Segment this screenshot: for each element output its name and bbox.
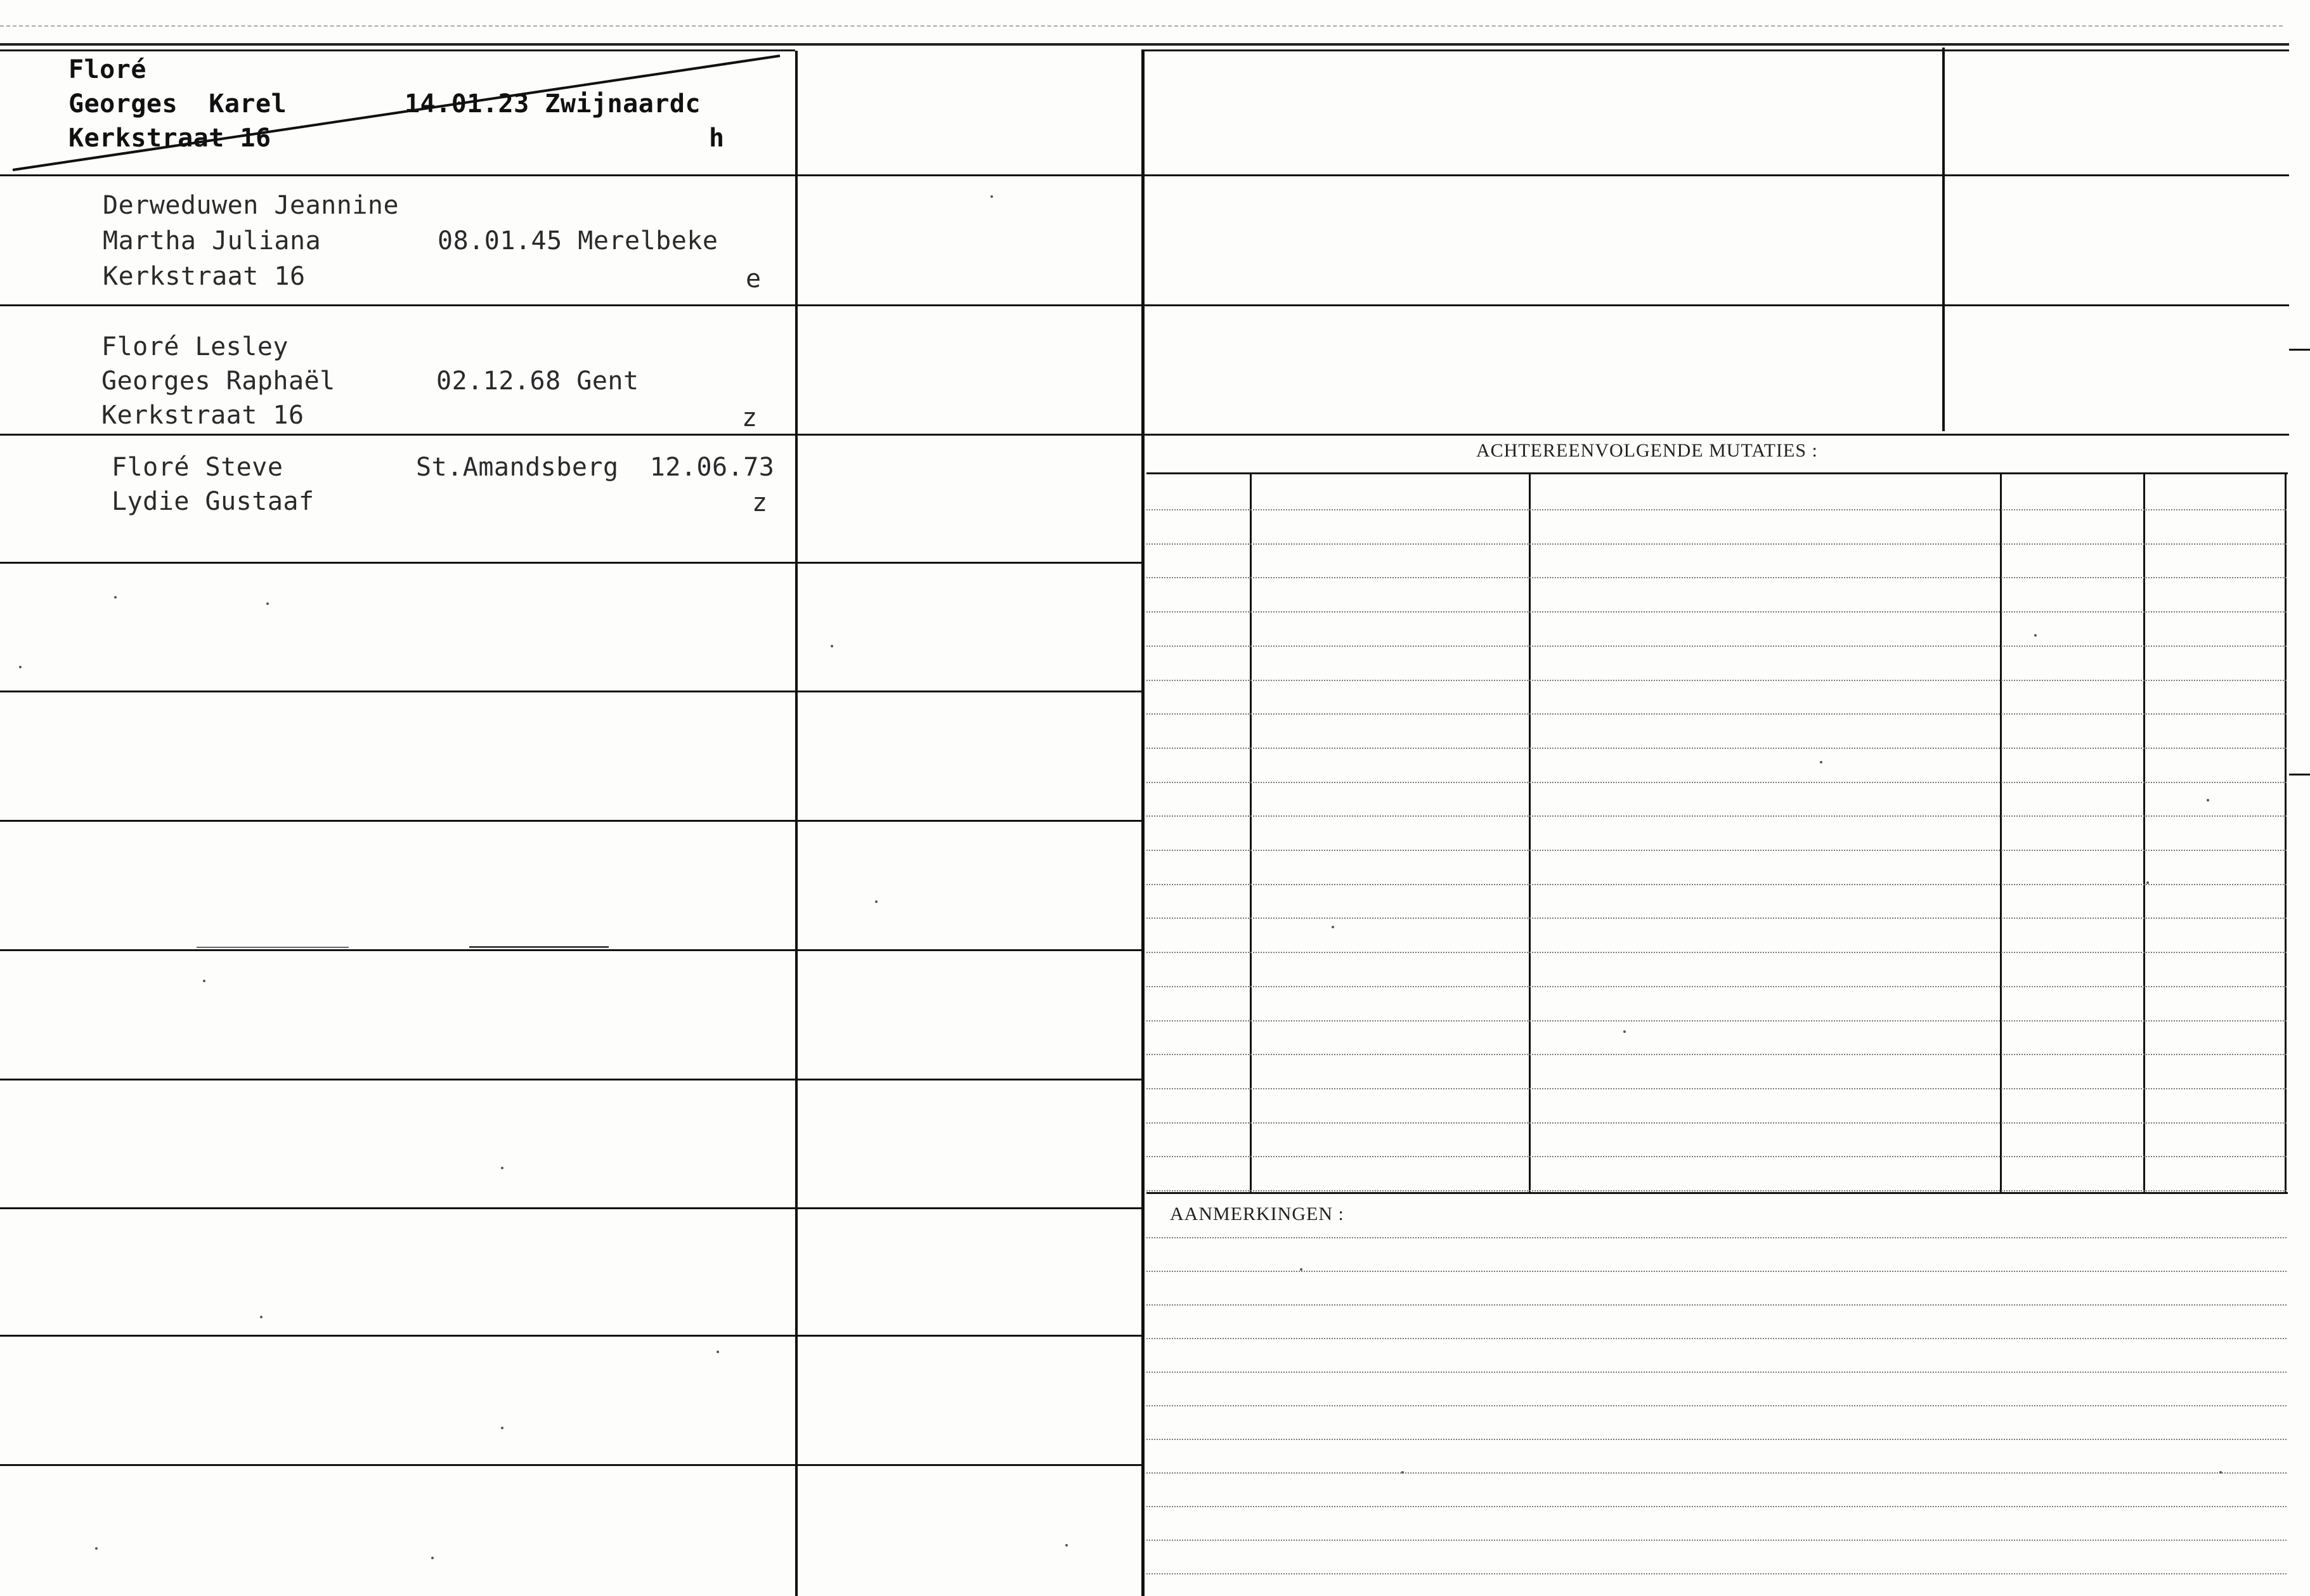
right-top-divider [1942,48,1945,431]
row-line [0,1207,1141,1209]
ruled-line [1146,1405,2287,1406]
ruled-line [1146,1122,2287,1124]
ruled-line [1146,986,2287,987]
ruled-line [1146,1190,2287,1191]
scan-speck [266,602,269,605]
record-row-4 [0,436,795,561]
mutaties-col-line [1250,474,1252,1193]
row-line [0,1079,1141,1080]
record-code: e [746,264,762,294]
top-edge-noise [0,25,2283,27]
ruled-line [1146,1439,2287,1440]
ruled-line [1146,884,2287,885]
record-birth: 08.01.45 Merelbeke [438,226,718,256]
record-given-names: Georges Raphaël [101,367,335,396]
ruled-line [1146,1156,2287,1157]
ruled-line [1146,748,2287,749]
left-divider-1 [795,51,798,1596]
strike-through-line [0,51,795,174]
mutaties-bottom-line [1146,1192,2288,1194]
mutaties-heading: ACHTEREENVOLGENDE MUTATIES : [1476,440,1818,461]
row-line [0,1464,1141,1466]
scan-speck [1065,1544,1068,1547]
record-name: Floré Lesley [101,332,289,361]
scan-speck [990,195,993,198]
mutaties-col-line [2000,474,2002,1193]
faint-mark [469,946,609,948]
ruled-line [1146,1372,2287,1373]
record-address: Kerkstraat 16 [101,401,304,430]
ruled-line [1146,918,2287,919]
scan-speck [1623,1030,1626,1033]
ruled-line [1146,782,2287,783]
record-name: Floré Steve [112,453,283,482]
record-name: Floré [68,55,146,84]
record-given-names: Georges Karel [68,89,287,119]
scan-speck [114,596,117,599]
ruled-line [1146,815,2287,817]
ruled-line [1146,577,2287,578]
record-row-2 [0,176,795,303]
ruled-line [1146,611,2287,613]
mutaties-col-line [2143,474,2145,1193]
ruled-line [1146,1020,2287,1022]
ruled-line [1146,850,2287,851]
scan-speck [501,1427,503,1429]
faint-mark [197,947,349,948]
ruled-line [1146,1304,2287,1306]
record-name: Derweduwen Jeannine [103,191,399,220]
record-given-names: Lydie Gustaaf [112,487,315,516]
record-row-1 [0,51,795,174]
scan-speck [2207,799,2209,801]
record-code: z [742,403,758,432]
scan-speck [95,1547,98,1550]
scan-speck [1332,926,1334,928]
record-code: z [752,488,768,517]
ruled-line [1146,680,2287,681]
ruled-line [1146,1540,2287,1541]
edge-mark [2289,349,2310,351]
scan-speck [1820,761,1822,763]
row-line [0,1335,1141,1337]
record-birth: 14.01.23 Zwijnaardc [405,89,701,119]
scan-speck [1401,1471,1404,1474]
ruled-line [1146,1237,2287,1238]
edge-mark [2289,774,2310,775]
record-code: h [709,124,725,153]
ruled-line [1146,509,2287,510]
aanmerkingen-heading: AANMERKINGEN : [1170,1203,1344,1224]
ruled-line [1146,713,2287,715]
scan-speck [19,666,22,668]
record-birth: St.Amandsberg 12.06.73 [416,453,775,482]
scan-speck [2146,881,2149,884]
row-line [0,562,1141,564]
mutaties-top-line [1146,472,2288,474]
row-line [0,691,1141,692]
ruled-line [1146,1573,2287,1574]
record-address: Kerkstraat 16 [68,124,271,153]
ruled-line [1146,646,2287,647]
scan-speck [2034,634,2037,637]
record-row-3 [0,306,795,433]
top-edge-line [0,43,2289,46]
ruled-line [1146,1088,2287,1089]
scan-speck [831,645,833,647]
ruled-line [1146,1338,2287,1339]
row-line [1141,49,2289,51]
ruled-line [1146,543,2287,545]
mutaties-col-line [2285,474,2287,1193]
ruled-line [1146,1271,2287,1272]
ruled-line [1146,1472,2287,1474]
row-line [0,949,1141,951]
scan-speck [875,900,878,903]
scan-speck [1300,1268,1302,1271]
record-birth: 02.12.68 Gent [436,367,639,396]
scan-speck [260,1316,263,1318]
scan-speck [203,980,205,982]
ruled-line [1146,1506,2287,1507]
scan-speck [431,1557,434,1559]
scan-speck [717,1351,719,1353]
mutaties-col-line [1529,474,1531,1193]
ruled-line [1146,952,2287,953]
scan-speck [2219,1471,2222,1474]
scan-speck [501,1167,503,1169]
record-address: Kerkstraat 16 [103,262,306,291]
record-given-names: Martha Juliana [103,226,321,256]
ruled-line [1146,1054,2287,1055]
row-line [0,820,1141,822]
left-divider-2 [1141,51,1145,1596]
